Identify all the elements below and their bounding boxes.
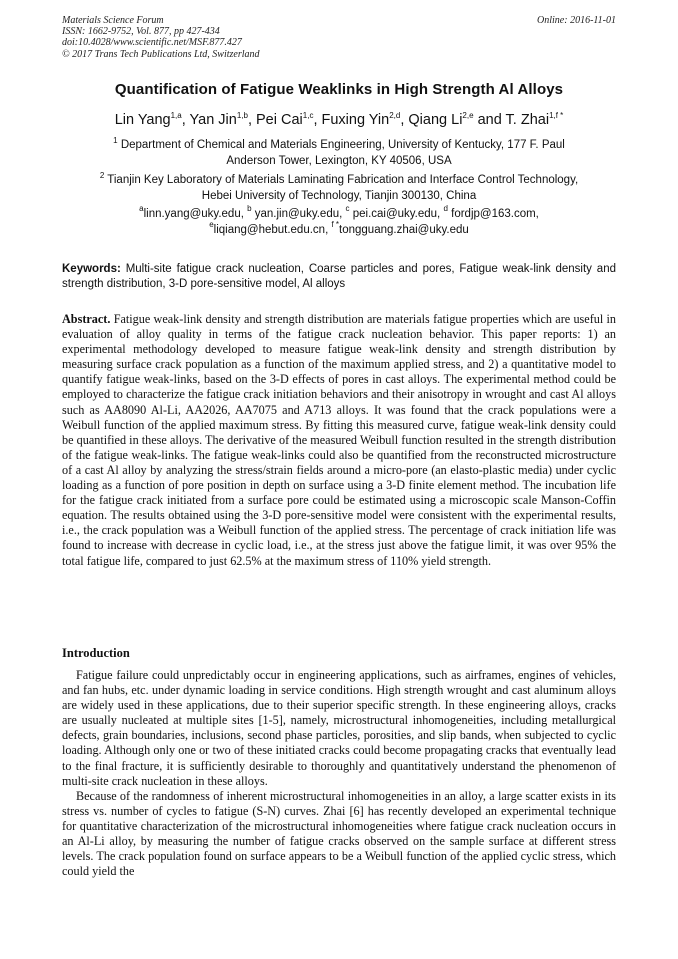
keywords-label: Keywords: <box>62 263 121 275</box>
author-affiliation-mark: 1,a <box>170 111 182 120</box>
email-mark: e <box>209 219 214 229</box>
author-affiliation-mark: 2,e <box>462 111 474 120</box>
author-name: Pei Cai <box>256 112 303 128</box>
affiliation-text: Anderson Tower, Lexington, KY 40506, USA <box>226 154 452 167</box>
author-name: Fuxing Yin <box>321 112 390 128</box>
affiliation-text: Department of Chemical and Materials Engineering, University of Kentucky, 177 F. Paul <box>120 139 565 151</box>
issn: ISSN: 1662-9752, Vol. 877, pp 427-434 <box>62 26 220 38</box>
section-heading: Introduction <box>62 646 130 660</box>
affiliation-2 <box>80 173 598 204</box>
affiliation-1 <box>80 138 598 169</box>
abstract-label: Abstract. <box>62 312 111 326</box>
journal-info <box>62 15 616 60</box>
journal-header <box>62 15 616 60</box>
email-line <box>70 219 608 239</box>
doi: doi:10.4028/www.scientific.net/MSF.877.427 <box>62 37 242 49</box>
email-address: linn.yang@uky.edu, <box>143 208 244 220</box>
affiliation-text: Hebei University of Technology, Tianjin 300130, China <box>201 189 477 202</box>
email-address: pei.cai@uky.edu, <box>352 208 441 220</box>
paragraph: Because of the randomness of inherent microstructural inhomogeneities in an alloy, a large scatter exists in its stress vs. number of cycles to fatigue (S-N) curves. Zhai [6] has recently developed an experimental technique for quantitative characterization of the microstructural inhomogeneities where fatigue crack nucleation occurs in an Al-Li alloy, by measuring the number of fatigue cracks observed on the sample surface at different stress levels. The crack population found on surface appears to be a Weibull function of the applied cyclic stress, which could yield the <box>62 788 616 879</box>
keywords-text: Multi-site fatigue crack nucleation, Coarse particles and pores, Fatigue weak-link density and strength distribution, 3-D pore-sensitive model, Al alloys <box>62 263 616 290</box>
email-address: fordjp@163.com, <box>451 208 539 220</box>
email-address: yan.jin@uky.edu, <box>254 208 343 220</box>
email-mark: d <box>443 204 448 213</box>
abstract <box>62 312 616 569</box>
email-mark: a <box>139 204 144 213</box>
paper-title: Quantification of Fatigue Weaklinks in High Strength Al Alloys <box>114 81 564 98</box>
introduction-body <box>62 668 616 879</box>
affiliation-text: Tianjin Key Laboratory of Materials Laminating Fabrication and Interface Control Technology, <box>107 174 579 186</box>
email-address: tongguang.zhai@uky.edu <box>339 223 469 236</box>
email-mark: f * <box>331 219 340 229</box>
author-affiliation-mark: 2,d <box>389 111 401 120</box>
author-affiliation-mark: 1,c <box>302 111 314 120</box>
author-affiliation-mark: 1,b <box>236 111 248 120</box>
affiliation-line <box>80 138 598 154</box>
author-name: T. Zhai <box>505 112 550 128</box>
author-name: Qiang Li <box>408 112 463 128</box>
author-name: Yan Jin <box>189 112 237 128</box>
author-list: Lin Yang$^{1,a}$, Yan Jin$^{1,b}$, Pei Cai$^{1,c}$, Fuxing Yin$^{2,d}$, Qiang Li$^{2,e}$ and T. Zhai$^{1,f *}$ <box>114 111 564 128</box>
email-address: liqiang@hebut.edu.cn, <box>213 223 329 236</box>
author-name: Lin Yang <box>114 112 171 128</box>
author-affiliation-mark: 1,f * <box>549 111 564 120</box>
email-mark: c <box>345 204 350 213</box>
keywords <box>62 262 616 291</box>
affiliation-number: 1 <box>113 136 118 145</box>
journal-name: Materials Science Forum <box>62 15 164 26</box>
copyright: © 2017 Trans Tech Publications Ltd, Switzerland <box>62 48 260 60</box>
email-list <box>70 204 608 238</box>
affiliation-line <box>80 173 598 189</box>
paragraph: Fatigue failure could unpredictably occur in engineering applications, such as airframes, engines of vehicles, and fan hubs, etc. under dynamic loading in service conditions. High strength wrought and cast aluminum alloys are widely used in these applications, due to their superior specific strength. In these engineering alloys, cracks are usually nucleated at multiple sites [1-5], namely, microstructural inhomogeneities, including metallurgical defects, grain boundaries, inclusions, second phase particles, porosities, and slip bands, when subjected to cyclic loading. Although only one or two of these initiated cracks could become propagating cracks that eventually lead to the final fracture, it is sufficiently desirable to thoroughly and quantitatively understand the phenomenon of multi-site crack nucleation in these alloys. <box>62 668 616 788</box>
affiliation-number: 2 <box>99 171 105 180</box>
online-date: Online: 2016-11-01 <box>537 15 616 26</box>
abstract-text: Fatigue weak-link density and strength distribution are materials fatigue properties which are useful in evaluation of alloy quality in terms of the fatigue crack nucleation behavior. This paper reports: 1) an experimental methodology developed to measure fatigue weak-link density and strength distribution by measuring surface crack population as a function of the maximum applied stress, and 2) a quantitative model to quantify fatigue weak-links, based on the 3-D effects of pores in cast alloys. The experimental method could be employed to characterize the fatigue crack initiation behaviors and their anisotropy in wrought and cast Al alloys such as AA8090 Al-Li, AA2026, AA7075 and A713 alloys. It was found that the crack populations were a Weibull function of the applied maximum stress. By fitting this measured curve, fatigue weak-link density could be quantified in these alloys. The derivative of the measured Weibull function resulted in the strength distribution of the fatigue weak-links. The fatigue weak-links could also be quantified from the reconstructed microstructure of a cast Al alloy by analyzing the stress/strain fields around a micro-pore (an elasto-plastic media) under cyclic loading as a function of pore position in depth on surface using a 3-D finite element method. The incubation life for the fatigue crack initiated from a surface pore could be estimated using a microscopic scale Manson-Coffin equation. The results obtained using the 3-D pore-sensitive model were consistent with the experimental results, i.e., the crack population was a Weibull function of the applied stress. The percentage of crack initiation life was found to increase with decrease in cyclic load, i.e., at the stress just above the fatigue limit, it was over 95% the total fatigue life, compared to just 62.5% at the maximum stress of 110% yield strength. <box>62 312 616 568</box>
email-mark: b <box>247 204 252 213</box>
